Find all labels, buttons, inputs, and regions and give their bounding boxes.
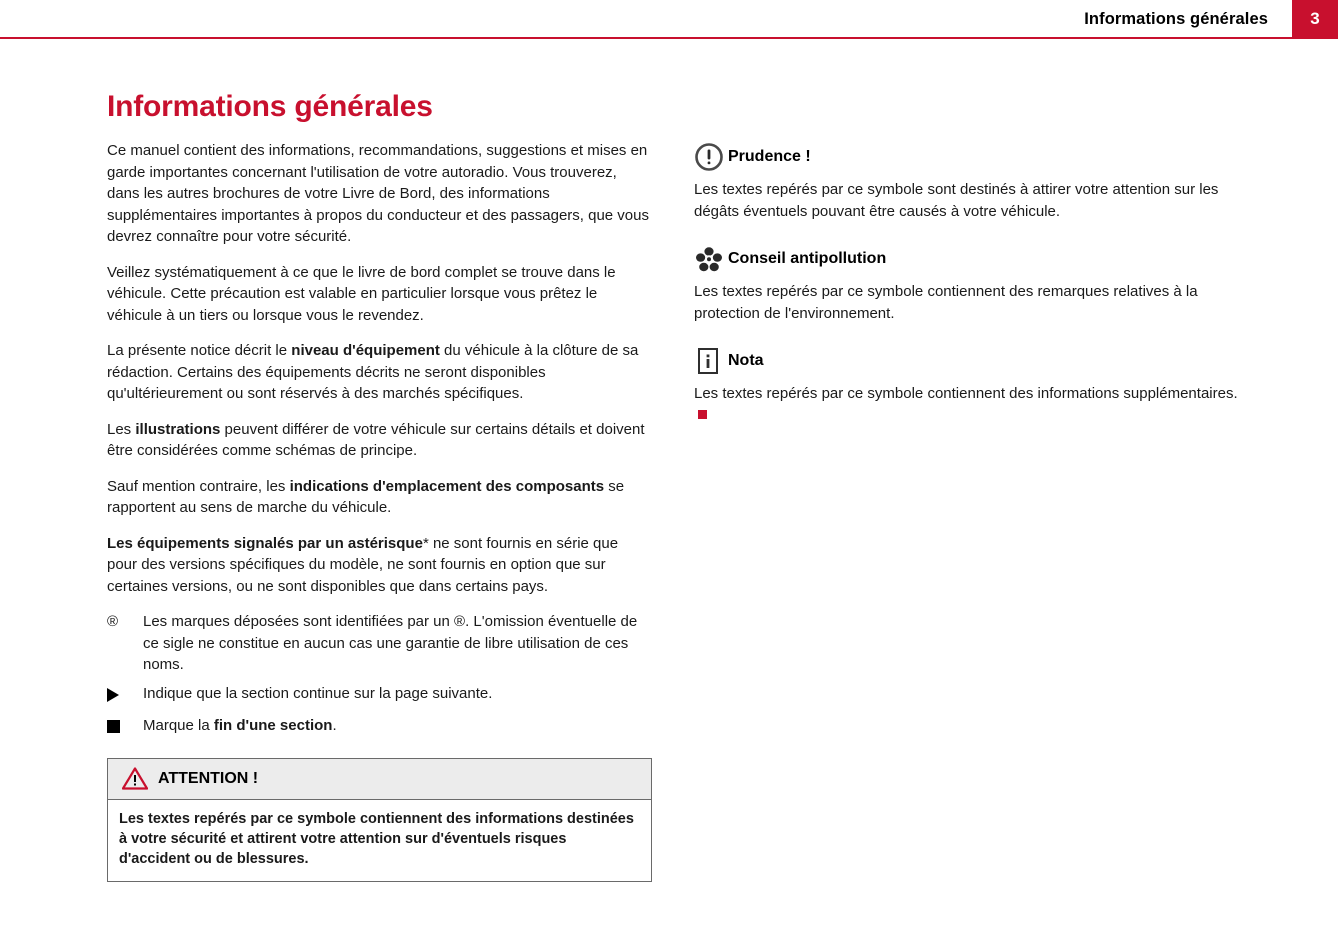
equipment-level-paragraph — [107, 340, 652, 405]
square-end-text-before: Marque la — [143, 717, 214, 734]
note-block-prudence — [694, 142, 1239, 222]
square-end-text-bold: fin d'une section — [213, 717, 333, 734]
note-text-content: Les textes repérés par ce symbole contiennent des informations supplémentaires. — [694, 385, 1238, 402]
square-end-text — [143, 715, 652, 737]
flower-environment-icon — [694, 244, 728, 274]
square-end-text-after: . — [332, 717, 337, 734]
registered-symbol-text: Les marques déposées sont identifiées par un ®. L'omission éventuelle de ce sigle ne constitue en aucun cas une garantie de libre utilisation de ces noms. — [143, 613, 638, 673]
illustrations-text-1: Les — [107, 420, 136, 438]
attention-title: ATTENTION ! — [158, 769, 259, 787]
left-column — [107, 90, 652, 882]
illustrations-paragraph — [107, 419, 652, 462]
equipment-level-bold: niveau d'équipement — [291, 342, 440, 359]
triangle-continue-icon — [107, 683, 143, 709]
attention-box — [107, 758, 652, 882]
intro-paragraph-1: Ce manuel contient des informations, recommandations, suggestions et mises en garde importantes concernant l'utilisation de votre autoradio. Vous trouverez, dans les autres brochures de votre Livre de Bord, des informations supplémentaires importantes à propos du conducteur et des passagers, que vous devrez connaître pour votre sécurité. — [107, 142, 649, 245]
note-block-antipollution — [694, 244, 1239, 324]
components-bold: indications d'emplacement des composants — [289, 477, 605, 495]
note-text: Les textes repérés par ce symbole contiennent des remarques relatives à la protection de l'environnement. — [694, 283, 1198, 322]
note-header — [694, 244, 1239, 274]
info-note-icon — [694, 346, 728, 376]
page-content — [0, 90, 1338, 944]
components-location-paragraph — [107, 476, 652, 519]
header-divider — [0, 37, 1338, 39]
warning-triangle-icon — [122, 767, 148, 790]
components-text-2: se rapportent au sens de marche du véhicule. — [107, 477, 625, 516]
note-text: Les textes repérés par ce symbole sont destinés à attirer votre attention sur les dégâts éventuels pouvant être causés à votre véhicule. — [694, 181, 1219, 220]
attention-body: Les textes repérés par ce symbole contiennent des informations destinées à votre sécurité et attirent votre attention sur d'éventuels risques d'accident ou de blessures. — [119, 810, 634, 867]
note-block-nota — [694, 346, 1239, 426]
illustrations-bold: illustrations — [135, 420, 221, 438]
asterisk-rest: * ne sont fournis en série que pour des versions spécifiques du modèle, ne sont fournis en option que sur certaines versions, ou ne sont disponibles que dans certains pays. — [107, 534, 619, 595]
exclamation-circle-icon — [694, 142, 728, 172]
components-text-1: Sauf mention contraire, les — [107, 477, 290, 495]
intro-paragraph-2: Veillez systématiquement à ce que le livre de bord complet se trouve dans le véhicule. Cette précaution est valable en particulier lorsque vous prêtez le véhicule à un tiers ou lorsque vous le revendez. — [107, 263, 616, 324]
equipment-level-text-1: La présente notice décrit le — [107, 342, 292, 359]
page-title: Informations générales — [107, 90, 433, 123]
note-title: Conseil antipollution — [728, 250, 887, 267]
square-end-icon — [107, 715, 143, 740]
note-title: Prudence ! — [728, 148, 811, 165]
right-column — [694, 142, 1239, 448]
list-item — [107, 683, 652, 709]
list-item — [107, 611, 652, 676]
attention-header — [108, 759, 651, 800]
equipment-level-text-2: du véhicule à la clôture de sa rédaction. Certains des équipements décrits ne seront disponibles qu'ultérieurement ou sont réservés à des marchés spécifiques. — [107, 342, 639, 402]
square-end-marker-icon — [698, 410, 707, 419]
registered-symbol-icon: ® — [107, 613, 119, 630]
note-header — [694, 142, 1239, 172]
header-section-title: Informations générales — [1084, 10, 1268, 28]
illustrations-text-2: peuvent différer de votre véhicule sur certains détails et doivent être considérées comme schémas de principe. — [107, 420, 645, 459]
note-text — [694, 383, 1239, 426]
asterisk-paragraph — [107, 533, 652, 598]
list-item — [107, 715, 652, 740]
asterisk-bold: Les équipements signalés par un astérisque — [107, 534, 423, 552]
symbol-legend-list — [107, 611, 652, 740]
triangle-continue-text: Indique que la section continue sur la page suivante. — [143, 684, 493, 702]
note-header — [694, 346, 1239, 376]
page-number-badge: 3 — [1292, 0, 1338, 38]
page-header — [0, 0, 1338, 38]
note-title: Nota — [728, 352, 764, 369]
